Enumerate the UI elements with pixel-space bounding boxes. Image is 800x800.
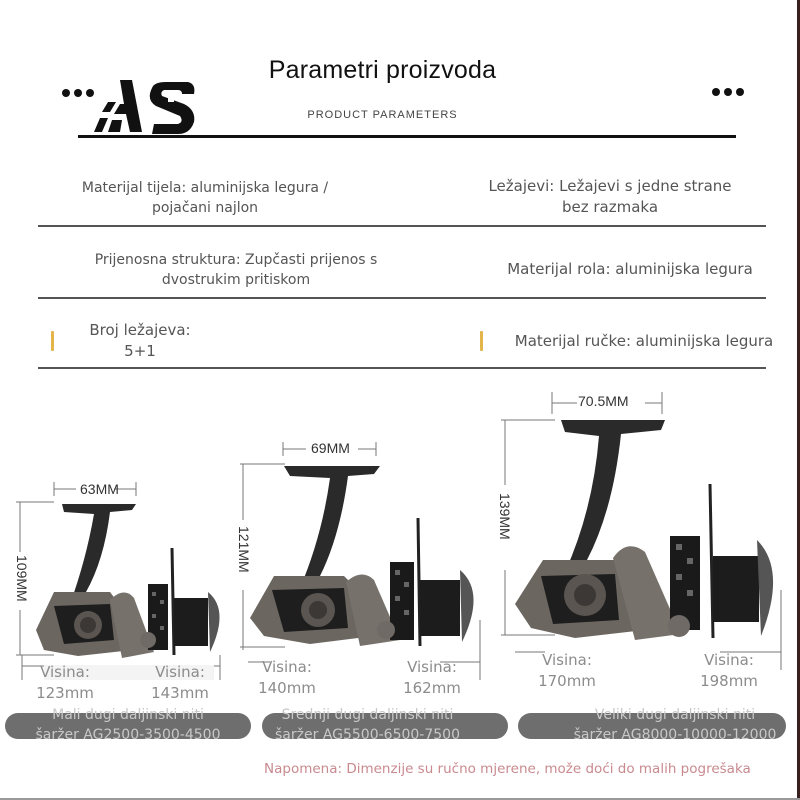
reel-medium-width-label: 69MM (311, 440, 350, 456)
reel-name-line2: šaržer AG5500-6500-7500 (275, 727, 460, 743)
param-body-material (60, 178, 350, 218)
brand-logo (94, 80, 198, 136)
header-divider (78, 135, 736, 138)
row-divider-3 (38, 367, 766, 369)
visina-label: Visina: (40, 663, 90, 681)
param-bearings (460, 176, 760, 218)
page-title: Parametri proizvoda (268, 56, 497, 84)
row-divider-1 (38, 225, 766, 227)
reel-image-medium (240, 440, 490, 680)
reel-small-width-label: 63MM (80, 481, 119, 497)
row-divider-2 (38, 297, 766, 299)
param-label: Prijenosna struktura: Zupčasti prijenos s (94, 252, 378, 268)
reel-name-line1: Mali dugi daljinski niti (52, 707, 204, 723)
visina-label: Visina: (155, 663, 205, 681)
visina-label: Visina: (407, 658, 457, 676)
reel-name-line2: šaržer AG2500-3500-4500 (35, 727, 221, 743)
visina-label: Visina: (542, 651, 592, 669)
dots-decoration-right (712, 88, 744, 96)
reel-large-height-label: 139MM (497, 493, 513, 540)
reel-large-visina-left (532, 650, 602, 692)
visina-label: Visina: (704, 651, 754, 669)
param-value: bez razmaka (561, 198, 659, 216)
param-handle-material (494, 331, 794, 352)
reel-small-height-label: 109MM (14, 555, 30, 602)
reel-medium-visina-left (252, 657, 322, 699)
accent-bar-icon (480, 331, 483, 351)
reel-image-large (495, 390, 785, 680)
visina-value: 143mm (151, 684, 209, 702)
visina-value: 170mm (538, 672, 596, 690)
visina-value: 162mm (403, 679, 461, 697)
param-label: Ležajevi: Ležajevi s jedne strane (488, 177, 732, 195)
reel-small-visina-left (30, 662, 100, 704)
page-subtitle: PRODUCT PARAMETERS (307, 109, 458, 121)
param-spool-material (480, 259, 780, 280)
reel-name-line1: Veliki dugi daljinski niti (594, 707, 756, 723)
visina-value: 140mm (258, 679, 316, 697)
measurement-note: Napomena: Dimenzije su ručno mjerene, može doći do malih pogrešaka (264, 761, 751, 777)
visina-value: 198mm (700, 672, 758, 690)
param-label: Materijal rola: aluminijska legura (507, 260, 753, 278)
param-value: pojačani najlon (151, 200, 259, 216)
reel-large-name (555, 705, 795, 745)
param-transmission (70, 250, 402, 290)
reel-image-small (14, 480, 244, 680)
param-value: dvostrukim pritiskom (161, 272, 311, 288)
reel-large-visina-right (693, 650, 765, 692)
reel-medium-height-label: 121MM (236, 526, 252, 573)
accent-bar-icon (51, 331, 54, 351)
visina-value: 123mm (36, 684, 94, 702)
reel-small-visina-right (145, 662, 215, 704)
dots-decoration-left (62, 89, 94, 97)
reel-name-line2: šaržer AG8000-10000-12000 (573, 727, 777, 743)
param-label: Materijal ručke: aluminijska legura (514, 332, 774, 350)
reel-small-name (5, 705, 251, 745)
param-bearing-count (70, 320, 210, 362)
reel-medium-visina-right (396, 657, 468, 699)
reel-large-width-label: 70.5MM (578, 393, 629, 409)
reel-name-line1: Srednji dugi daljinski niti (281, 707, 454, 723)
visina-label: Visina: (262, 658, 312, 676)
param-label: Materijal tijela: aluminijska legura / (81, 180, 329, 196)
param-value: 5+1 (124, 342, 156, 360)
param-label: Broj ležajeva: (89, 321, 191, 339)
reel-medium-name (245, 705, 490, 745)
